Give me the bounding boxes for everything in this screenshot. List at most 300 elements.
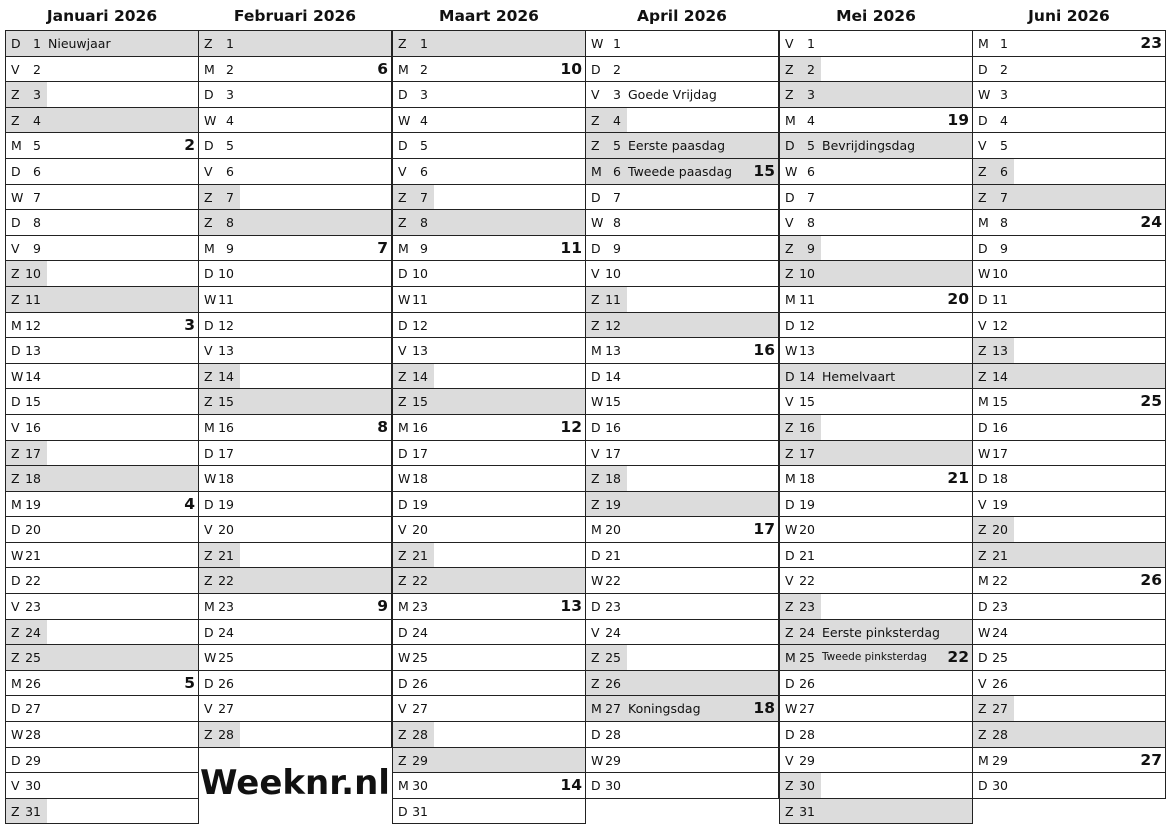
weekday-letter: W — [591, 752, 604, 768]
day-number: 13 — [992, 343, 1008, 359]
weekday-letter: Z — [398, 189, 407, 205]
weekday-letter: V — [11, 599, 20, 615]
day-list — [392, 30, 586, 824]
day-number: 27 — [412, 701, 428, 717]
day-row — [5, 31, 199, 57]
day-row — [392, 671, 586, 697]
weekday-letter: Z — [204, 547, 213, 563]
day-number: 22 — [25, 573, 41, 589]
day-number: 6 — [420, 163, 428, 179]
weekday-letter: W — [11, 189, 24, 205]
weekday-letter: Z — [398, 215, 407, 231]
weekday-letter: V — [204, 522, 213, 538]
week-number: 5 — [184, 673, 195, 692]
day-number: 16 — [605, 419, 621, 435]
day-number: 9 — [33, 240, 41, 256]
day-number: 25 — [25, 650, 41, 666]
day-row — [5, 594, 199, 620]
day-number: 2 — [613, 61, 621, 77]
weekday-letter: D — [11, 394, 21, 410]
weekday-letter: Z — [11, 445, 20, 461]
day-row — [5, 543, 199, 569]
day-row — [585, 82, 779, 108]
day-row — [585, 773, 779, 799]
day-number: 21 — [605, 547, 621, 563]
day-row — [779, 773, 973, 799]
day-row — [779, 748, 973, 774]
day-list — [585, 30, 779, 799]
day-row — [779, 594, 973, 620]
week-number: 17 — [753, 520, 775, 539]
holiday-label: Eerste pinksterdag — [822, 624, 940, 640]
week-number: 26 — [1140, 571, 1162, 590]
weekday-letter: Z — [978, 701, 987, 717]
day-row — [392, 696, 586, 722]
month-title: April 2026 — [637, 7, 727, 25]
day-row — [5, 773, 199, 799]
weekday-letter: D — [978, 650, 988, 666]
day-row — [392, 313, 586, 339]
day-number: 18 — [605, 471, 621, 487]
day-row — [779, 108, 973, 134]
day-row — [5, 338, 199, 364]
day-row — [585, 159, 779, 185]
day-number: 8 — [420, 215, 428, 231]
week-number: 2 — [184, 136, 195, 155]
day-row — [585, 722, 779, 748]
weekday-letter: M — [978, 36, 989, 51]
day-number: 17 — [218, 445, 234, 461]
day-row — [5, 441, 199, 467]
day-row — [198, 466, 392, 492]
weekday-letter: D — [591, 547, 601, 563]
weekday-letter: V — [11, 778, 20, 794]
day-row — [585, 568, 779, 594]
day-row — [392, 133, 586, 159]
weekday-letter: D — [398, 624, 408, 640]
weekday-letter: V — [591, 87, 600, 103]
day-row — [5, 748, 199, 774]
day-row — [392, 799, 586, 825]
day-number: 19 — [799, 496, 815, 512]
day-row — [585, 364, 779, 390]
weekday-letter: D — [204, 266, 214, 282]
day-number: 4 — [33, 112, 41, 128]
day-row — [972, 594, 1166, 620]
day-number: 13 — [605, 343, 621, 359]
weekday-letter: Z — [591, 471, 600, 487]
weekday-letter: V — [785, 215, 794, 231]
day-number: 16 — [992, 419, 1008, 435]
day-row — [585, 620, 779, 646]
weekday-letter: M — [978, 215, 989, 231]
day-number: 14 — [25, 368, 41, 384]
weekday-letter: Z — [591, 112, 600, 128]
day-number: 23 — [25, 599, 41, 615]
day-row — [972, 517, 1166, 543]
day-number: 19 — [605, 496, 621, 512]
weekday-letter: W — [978, 266, 991, 282]
weekday-letter: Z — [591, 675, 600, 691]
day-number: 21 — [992, 547, 1008, 563]
day-row — [585, 594, 779, 620]
holiday-label: Goede Vrijdag — [628, 87, 717, 103]
weekday-letter: W — [785, 701, 798, 717]
month-column — [585, 0, 779, 799]
day-row — [198, 441, 392, 467]
day-number: 25 — [992, 650, 1008, 666]
day-row — [5, 287, 199, 313]
day-number: 20 — [992, 522, 1008, 538]
day-number: 1 — [420, 36, 428, 51]
day-number: 25 — [605, 650, 621, 666]
day-row — [5, 517, 199, 543]
day-number: 11 — [218, 291, 234, 307]
day-number: 5 — [807, 138, 815, 154]
day-number: 1 — [33, 36, 41, 51]
day-number: 28 — [412, 727, 428, 743]
holiday-label: Hemelvaart — [822, 368, 896, 384]
day-number: 27 — [799, 701, 815, 717]
day-row — [972, 748, 1166, 774]
day-number: 3 — [33, 87, 41, 103]
day-row — [392, 338, 586, 364]
day-number: 20 — [218, 522, 234, 538]
weekday-letter: Z — [591, 317, 600, 333]
day-row — [779, 57, 973, 83]
weekday-letter: W — [398, 471, 411, 487]
week-number: 19 — [947, 110, 969, 129]
weekday-letter: D — [978, 61, 988, 77]
day-number: 12 — [799, 317, 815, 333]
day-row — [198, 338, 392, 364]
holiday-label: Eerste paasdag — [628, 138, 726, 154]
day-row — [198, 108, 392, 134]
day-number: 7 — [33, 189, 41, 205]
day-row — [972, 543, 1166, 569]
day-row — [779, 236, 973, 262]
day-row — [392, 57, 586, 83]
day-row — [779, 466, 973, 492]
weekday-letter: Z — [398, 752, 407, 768]
weekday-letter: W — [204, 650, 217, 666]
day-number: 25 — [218, 650, 234, 666]
day-number: 8 — [1000, 215, 1008, 231]
weekday-letter: M — [398, 778, 409, 794]
weekday-letter: M — [591, 343, 602, 359]
weekday-letter: D — [591, 419, 601, 435]
weekday-letter: D — [591, 240, 601, 256]
day-number: 22 — [799, 573, 815, 589]
day-list — [779, 30, 973, 824]
weekday-letter: D — [591, 778, 601, 794]
day-number: 30 — [605, 778, 621, 794]
day-number: 25 — [412, 650, 428, 666]
day-number: 18 — [25, 471, 41, 487]
day-row — [5, 133, 199, 159]
day-row — [585, 389, 779, 415]
day-number: 17 — [412, 445, 428, 461]
weekday-letter: D — [785, 727, 795, 743]
weekday-letter: Z — [978, 368, 987, 384]
week-number: 11 — [560, 238, 582, 257]
holiday-label: Koningsdag — [628, 701, 701, 717]
day-row — [392, 722, 586, 748]
day-number: 22 — [992, 573, 1008, 589]
weekday-letter: Z — [785, 240, 794, 256]
day-row — [198, 568, 392, 594]
weekday-letter: D — [398, 803, 408, 819]
weekday-letter: Z — [398, 394, 407, 410]
day-number: 21 — [218, 547, 234, 563]
day-number: 9 — [1000, 240, 1008, 256]
weekday-letter: Z — [11, 266, 20, 282]
weekday-letter: W — [785, 343, 798, 359]
day-number: 23 — [218, 599, 234, 615]
weekday-letter: V — [785, 573, 794, 589]
day-number: 21 — [25, 547, 41, 563]
day-row — [779, 389, 973, 415]
weekday-letter: Z — [398, 368, 407, 384]
day-row — [5, 696, 199, 722]
week-number: 14 — [560, 776, 582, 795]
weekday-letter: Z — [785, 624, 794, 640]
weekday-letter: D — [204, 496, 214, 512]
day-number: 9 — [613, 240, 621, 256]
day-row — [585, 210, 779, 236]
day-row — [5, 389, 199, 415]
weekday-letter: Z — [11, 112, 20, 128]
day-number: 29 — [605, 752, 621, 768]
day-row — [972, 466, 1166, 492]
weekday-letter: D — [11, 163, 21, 179]
weekday-letter: D — [11, 522, 21, 538]
day-row — [779, 133, 973, 159]
weekday-letter: M — [785, 650, 796, 666]
day-row — [585, 696, 779, 722]
weekday-letter: W — [591, 215, 604, 231]
weekday-letter: Z — [978, 163, 987, 179]
day-row — [972, 210, 1166, 236]
day-number: 15 — [218, 394, 234, 410]
day-row — [5, 159, 199, 185]
day-number: 21 — [412, 547, 428, 563]
day-row — [585, 671, 779, 697]
day-number: 18 — [218, 471, 234, 487]
weekday-letter: V — [978, 496, 987, 512]
day-number: 6 — [807, 163, 815, 179]
weekday-letter: Z — [785, 87, 794, 103]
weekday-letter: Z — [785, 445, 794, 461]
weekday-letter: Z — [785, 778, 794, 794]
day-row — [779, 185, 973, 211]
day-row — [198, 261, 392, 287]
day-number: 7 — [420, 189, 428, 205]
weekday-letter: D — [204, 317, 214, 333]
day-number: 10 — [992, 266, 1008, 282]
day-number: 13 — [799, 343, 815, 359]
day-number: 29 — [25, 752, 41, 768]
day-row — [5, 645, 199, 671]
weekday-letter: M — [978, 752, 989, 768]
weekday-letter: W — [204, 112, 217, 128]
day-row — [585, 338, 779, 364]
weekday-letter: V — [398, 701, 407, 717]
day-row — [5, 57, 199, 83]
day-list — [972, 30, 1166, 799]
day-row — [972, 261, 1166, 287]
day-row — [392, 568, 586, 594]
day-number: 26 — [992, 675, 1008, 691]
day-number: 30 — [992, 778, 1008, 794]
day-number: 24 — [412, 624, 428, 640]
day-row — [392, 517, 586, 543]
day-row — [779, 364, 973, 390]
weekday-letter: M — [591, 163, 602, 179]
day-row — [392, 748, 586, 774]
day-row — [392, 389, 586, 415]
day-number: 15 — [992, 394, 1008, 410]
day-number: 19 — [992, 496, 1008, 512]
day-row — [585, 236, 779, 262]
day-number: 1 — [226, 36, 234, 51]
weekday-letter: M — [785, 112, 796, 128]
weekday-letter: Z — [591, 291, 600, 307]
weekday-letter: M — [11, 496, 22, 512]
weekday-letter: D — [11, 36, 21, 51]
day-row — [972, 57, 1166, 83]
day-row — [779, 82, 973, 108]
weekday-letter: W — [11, 727, 24, 743]
day-number: 23 — [992, 599, 1008, 615]
day-number: 12 — [25, 317, 41, 333]
weekday-letter: V — [204, 343, 213, 359]
weekday-letter: V — [591, 266, 600, 282]
day-row — [779, 671, 973, 697]
weekday-letter: M — [11, 675, 22, 691]
day-row — [779, 31, 973, 57]
day-row — [198, 620, 392, 646]
day-row — [5, 466, 199, 492]
day-number: 23 — [799, 599, 815, 615]
day-row — [198, 696, 392, 722]
day-number: 29 — [412, 752, 428, 768]
day-row — [972, 722, 1166, 748]
weekday-letter: Z — [785, 419, 794, 435]
weekday-letter: W — [978, 445, 991, 461]
day-row — [585, 287, 779, 313]
weekday-letter: Z — [978, 189, 987, 205]
day-number: 18 — [412, 471, 428, 487]
day-number: 3 — [1000, 87, 1008, 103]
day-row — [392, 108, 586, 134]
weekday-letter: D — [591, 727, 601, 743]
day-row — [392, 543, 586, 569]
day-row — [198, 671, 392, 697]
weekday-letter: Z — [204, 36, 213, 51]
day-number: 28 — [25, 727, 41, 743]
day-row — [585, 133, 779, 159]
weekday-letter: D — [978, 471, 988, 487]
day-number: 27 — [992, 701, 1008, 717]
day-row — [198, 543, 392, 569]
weekday-letter: W — [785, 522, 798, 538]
day-row — [198, 57, 392, 83]
day-row — [779, 696, 973, 722]
week-number: 25 — [1140, 392, 1162, 411]
day-number: 19 — [25, 496, 41, 512]
day-number: 4 — [420, 112, 428, 128]
week-number: 18 — [753, 699, 775, 718]
day-list — [5, 30, 199, 824]
day-number: 13 — [412, 343, 428, 359]
day-row — [585, 415, 779, 441]
weekday-letter: M — [398, 240, 409, 256]
day-number: 2 — [33, 61, 41, 77]
weekday-letter: D — [398, 266, 408, 282]
day-number: 12 — [412, 317, 428, 333]
day-row — [392, 261, 586, 287]
week-number: 20 — [947, 289, 969, 308]
day-number: 27 — [218, 701, 234, 717]
day-row — [392, 236, 586, 262]
week-number: 9 — [377, 597, 388, 616]
day-row — [198, 82, 392, 108]
day-row — [198, 159, 392, 185]
week-number: 21 — [947, 469, 969, 488]
day-number: 24 — [218, 624, 234, 640]
month-title: Juni 2026 — [1028, 7, 1110, 25]
day-row — [585, 543, 779, 569]
day-number: 28 — [218, 727, 234, 743]
day-row — [585, 466, 779, 492]
day-number: 22 — [218, 573, 234, 589]
weekday-letter: D — [978, 291, 988, 307]
week-number: 10 — [560, 59, 582, 78]
day-number: 1 — [807, 36, 815, 51]
day-number: 2 — [807, 61, 815, 77]
day-number: 9 — [807, 240, 815, 256]
day-number: 8 — [33, 215, 41, 231]
weekday-letter: V — [978, 675, 987, 691]
weekday-letter: Z — [204, 394, 213, 410]
day-number: 26 — [218, 675, 234, 691]
day-number: 29 — [799, 752, 815, 768]
day-row — [5, 492, 199, 518]
weekday-letter: D — [204, 624, 214, 640]
week-number: 3 — [184, 315, 195, 334]
day-row — [585, 645, 779, 671]
day-row — [779, 261, 973, 287]
weekday-letter: W — [11, 368, 24, 384]
day-number: 21 — [799, 547, 815, 563]
day-number: 18 — [799, 471, 815, 487]
weekday-letter: Z — [11, 471, 20, 487]
day-row — [5, 568, 199, 594]
day-number: 1 — [613, 36, 621, 51]
day-row — [5, 671, 199, 697]
day-number: 13 — [25, 343, 41, 359]
weekday-letter: Z — [11, 803, 20, 819]
weekday-letter: Z — [11, 291, 20, 307]
weekday-letter: D — [785, 547, 795, 563]
week-number: 22 — [947, 648, 969, 667]
day-row — [779, 210, 973, 236]
weekday-letter: M — [591, 522, 602, 538]
day-row — [198, 210, 392, 236]
weeknr-logo: Weeknr.nl — [200, 763, 390, 803]
weekday-letter: V — [591, 445, 600, 461]
